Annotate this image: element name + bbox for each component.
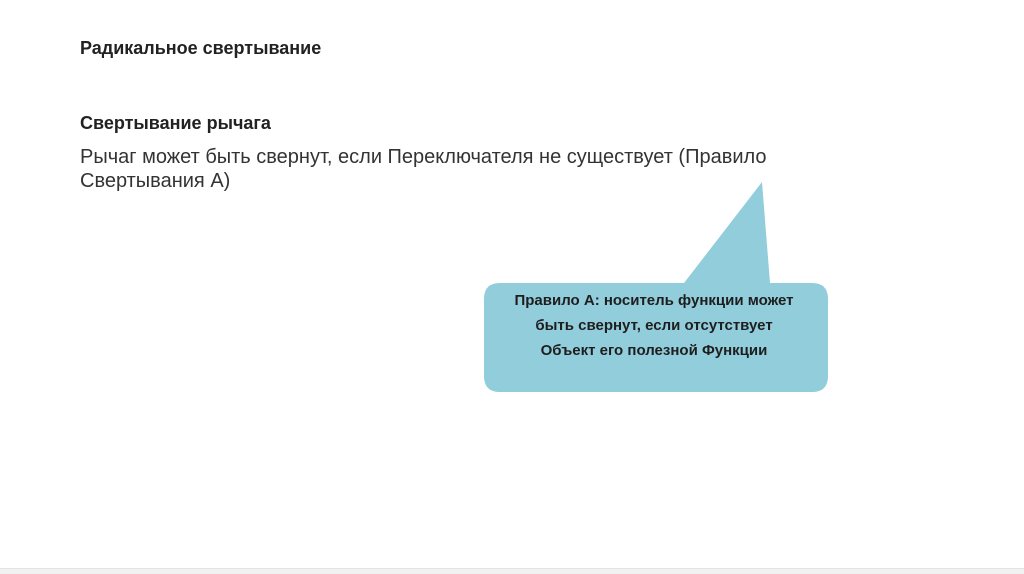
body-text: Рычаг может быть свернут, если Переключателя не существует (Правило Свертывания А) bbox=[80, 146, 767, 192]
callout-text bbox=[484, 288, 824, 363]
callout-line-2: быть свернут, если отсутствует bbox=[535, 317, 773, 334]
callout-line-1: Правило А: носитель функции может bbox=[514, 292, 794, 309]
section-subtitle: Свертывание рычага bbox=[80, 113, 271, 133]
callout-line-3: Объект его полезной Функции bbox=[540, 342, 768, 359]
slide-title: Радикальное свертывание bbox=[80, 38, 322, 58]
